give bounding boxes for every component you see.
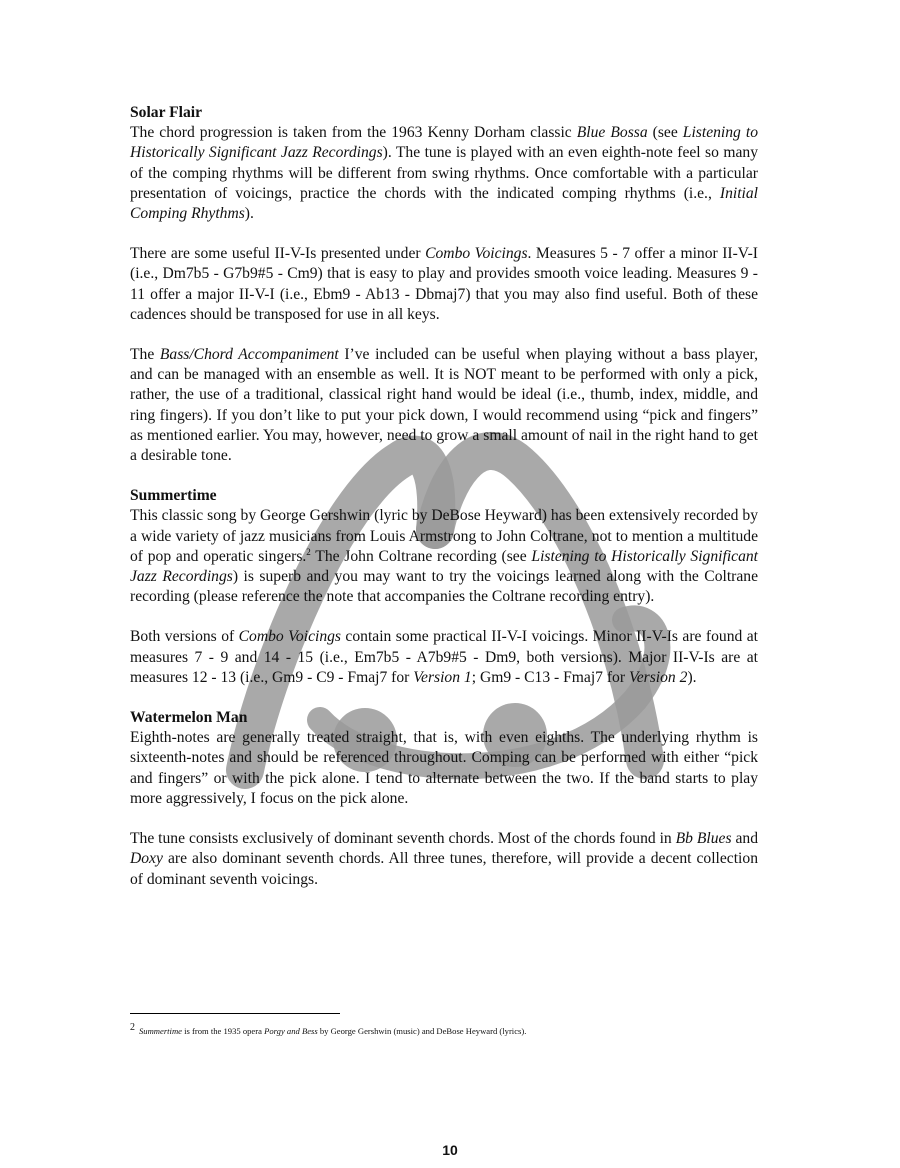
heading-summertime: Summertime bbox=[130, 487, 217, 505]
text-run: Eighth-notes are generally treated straight, that is, with even eighths. The underlying rhythm is sixteenth-notes and should be referenced throughout. Comping can be performed with either “pick and fingers” or with the pick alone. I tend to alternate between the two. If the band starts to play more aggressively, I focus on the pick alone. bbox=[130, 729, 758, 807]
heading-watermelon-man: Watermelon Man bbox=[130, 709, 248, 727]
text-run: There are some useful II-V-Is presented under bbox=[130, 245, 426, 263]
watermelon-man-paragraph-2 bbox=[130, 829, 758, 890]
page-number: 10 bbox=[442, 1142, 458, 1158]
solar-flair-paragraph-3 bbox=[130, 345, 758, 466]
watermelon-man-paragraph-1 bbox=[130, 728, 758, 809]
text-run: Both versions of bbox=[130, 628, 239, 646]
text-run: ; Gm9 - C13 - Fmaj7 for bbox=[471, 668, 629, 686]
footnote-number: 2 bbox=[130, 1022, 135, 1033]
solar-flair-paragraph-2 bbox=[130, 244, 758, 325]
text-run: I’ve included can be useful when playing without a bass player, and can be managed with an ensemble as well. It is NOT meant to be performed with only a pick, rather, the use of a traditional, classical right hand would be ideal (i.e., thumb, index, middle, and ring fingers). If you don’t like to put your pick down, I would recommend using “pick and fingers” as mentioned earlier. You may, however, need to grow a small amount of nail in the right hand to get a desirable tone. bbox=[130, 346, 759, 465]
text-run: contain some practical II-V-I voicings. Minor II-V-Is are found at measures 7 - 9 and 14 - 15 (i.e., Em7b5 - A7b9#5 - Dm9, both versions). Major II-V-Is are at measures 12 - 13 (i.e., Gm9 - C9 - Fmaj7 for bbox=[130, 628, 758, 686]
italic-title: Doxy bbox=[130, 850, 163, 868]
text-run: The tune consists exclusively of dominant seventh chords. Most of the chords found in bbox=[130, 830, 676, 848]
italic-title: Listening to Historically Significant Jazz Recordings bbox=[130, 547, 758, 586]
page-body bbox=[130, 103, 758, 910]
text-run: (see bbox=[647, 124, 683, 142]
text-run: ). The tune is played with an even eighth-note feel so many of the comping rhythms will be different from swing rhythms. Once comfortable with a particular presentation of voicings, practice the chords with the indicated comping rhythms (i.e., bbox=[130, 144, 758, 202]
text-run: The chord progression is taken from the 1963 Kenny Dorham classic bbox=[130, 124, 577, 142]
footnote-marker: 2 bbox=[306, 546, 311, 557]
italic-title: Initial Comping Rhythms bbox=[130, 184, 758, 223]
text-run: The bbox=[130, 346, 160, 364]
text-run: ) is superb and you may want to try the voicings learned along with the Coltrane recording (please reference the note that accompanies the Coltrane recording entry). bbox=[130, 568, 758, 606]
italic-title: Blue Bossa bbox=[576, 124, 648, 142]
italic-title: Listening to Historically Significant Jazz Recordings bbox=[130, 124, 759, 162]
italic-title: Bb Blues bbox=[675, 830, 732, 848]
footnote bbox=[130, 1022, 526, 1037]
text-run: ). bbox=[244, 205, 254, 223]
footnote-divider bbox=[130, 1013, 340, 1014]
text-run: ). bbox=[687, 668, 697, 686]
text-run: by George Gershwin (music) and DeBose Heyward (lyrics). bbox=[317, 1025, 527, 1036]
italic-title: Version 1 bbox=[413, 668, 472, 686]
text-run: and bbox=[731, 830, 758, 848]
italic-title: Version 2 bbox=[628, 668, 688, 686]
italic-title: Combo Voicings bbox=[238, 628, 341, 646]
text-run: The John Coltrane recording (see bbox=[310, 547, 532, 565]
heading-solar-flair: Solar Flair bbox=[130, 104, 203, 121]
text-run: is from the 1935 opera bbox=[181, 1025, 265, 1036]
text-run: . Measures 5 - 7 offer a minor II-V-I (i.e., Dm7b5 - G7b9#5 - Cm9) that is easy to play and provides smooth voice leading. Measures 9 - 11 offer a major II-V-I (i.e., Ebm9 - Ab13 - Dbmaj7) that you may also find useful. Both of these cadences should be transposed for use in all keys. bbox=[130, 245, 759, 323]
italic-title: Porgy and Bess bbox=[264, 1025, 318, 1036]
text-run: This classic song by George Gershwin (lyric by DeBose Heyward) has been extensively recorded by a wide variety of jazz musicians from Louis Armstrong to John Coltrane, not to mention a multitude of pop and operatic singers. bbox=[130, 507, 758, 565]
italic-title: Bass/Chord Accompaniment bbox=[159, 346, 339, 364]
solar-flair-paragraph-1 bbox=[130, 123, 758, 224]
summertime-paragraph-1 bbox=[130, 506, 758, 607]
italic-title: Summertime bbox=[139, 1025, 182, 1036]
italic-title: Combo Voicings bbox=[425, 245, 528, 263]
text-run: are also dominant seventh chords. All three tunes, therefore, will provide a decent collection of dominant seventh voicings. bbox=[130, 850, 758, 888]
summertime-paragraph-2 bbox=[130, 627, 758, 688]
